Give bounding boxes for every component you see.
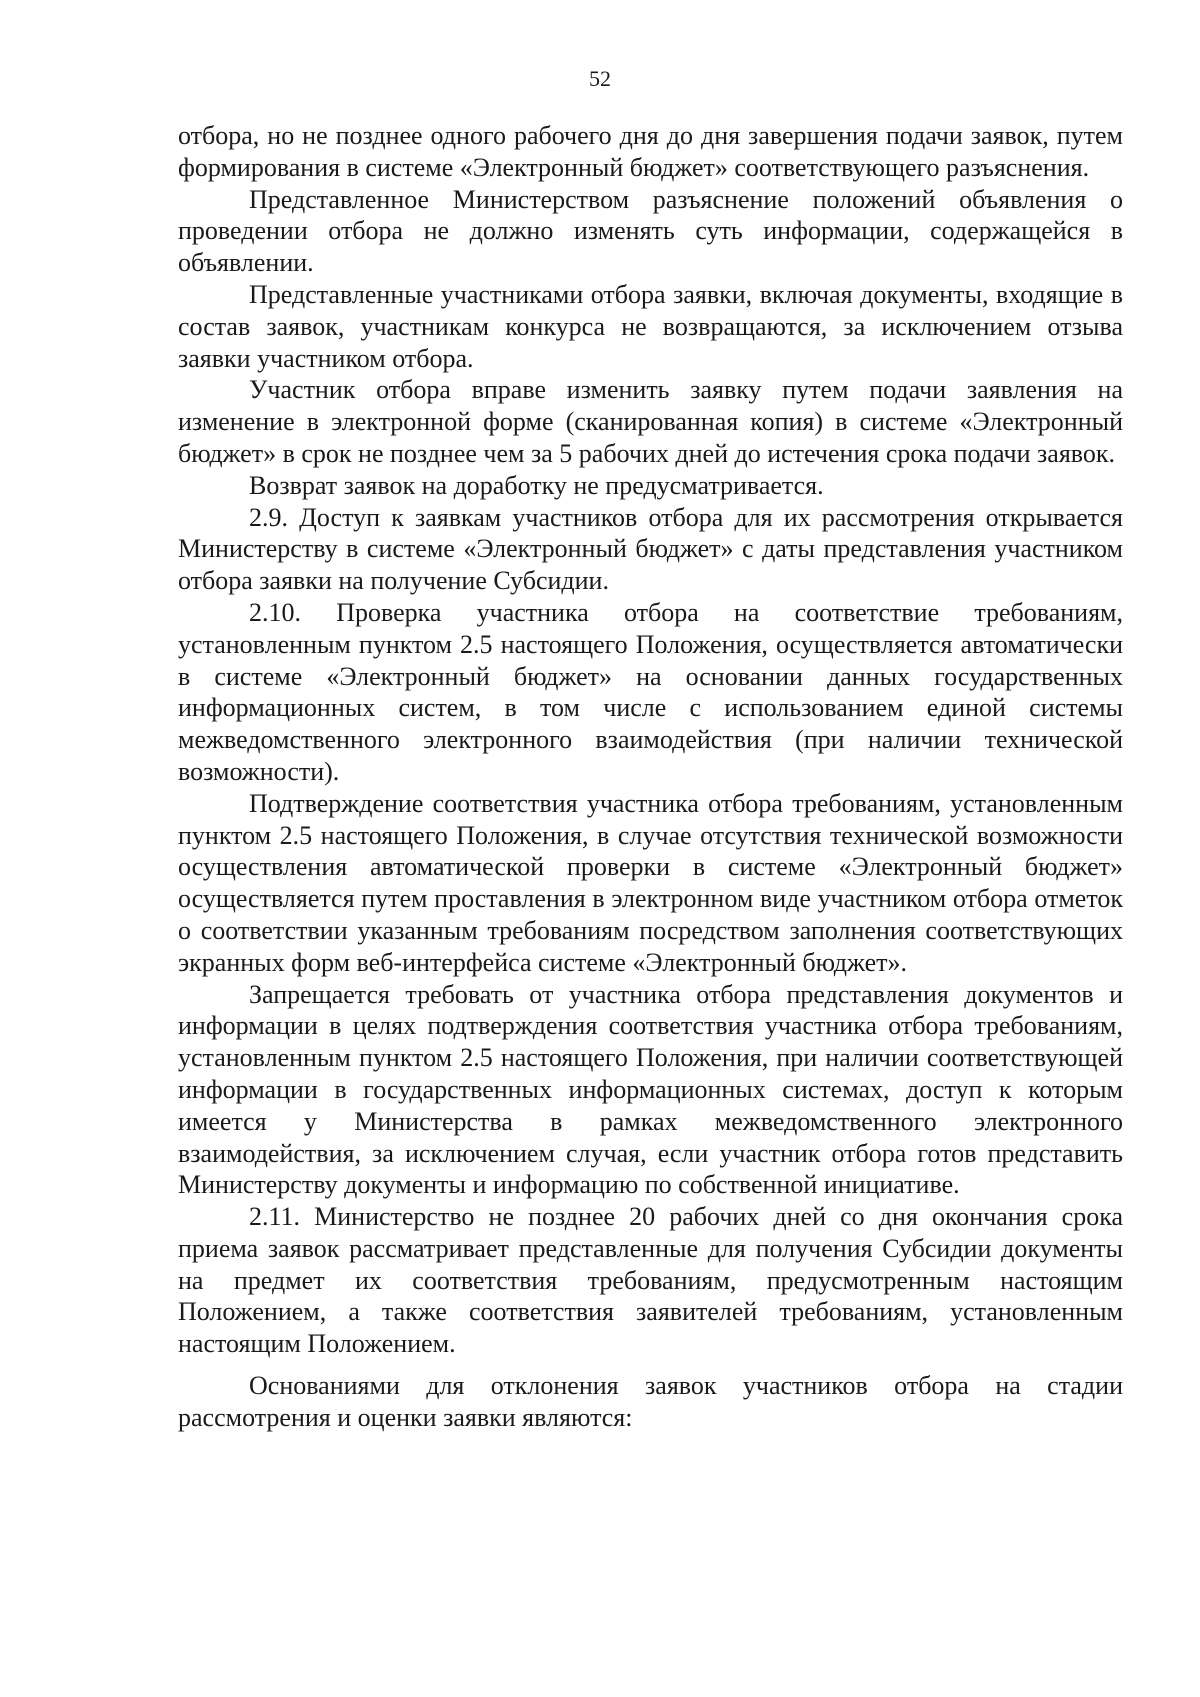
paragraph-2-9: 2.9. Доступ к заявкам участников отбора для их рассмотрения открывается Министерству в системе «Электронный бюджет» с даты представления участником отбора заявки на получение Субсидии. — [178, 502, 1123, 596]
paragraph-no-revision: Возврат заявок на доработку не предусматривается. — [249, 470, 824, 500]
paragraph-rejection-grounds: Основаниями для отклонения заявок участников отбора на стадии рассмотрения и оценки заявки являются: — [178, 1371, 1123, 1432]
paragraph-continuation: отбора, но не позднее одного рабочего дня до дня завершения подачи заявок, путем формирования в системе «Электронный бюджет» соответствующего разъяснения. — [178, 121, 1123, 182]
paragraph-prohibition: Запрещается требовать от участника отбора представления документов и информации в целях подтверждения соответствия участника отбора требованиям, установленным пунктом 2.5 настоящего Положения, при наличии соответствующей информации в государственных информационных системах, доступ к которым имеется у Министерства в рамках межведомственного электронного взаимодействия, за исключением случая, если участник отбора готов представить Министерству документы и информацию по собственной инициативе. — [178, 979, 1123, 1200]
paragraph-confirmation: Подтверждение соответствия участника отбора требованиям, установленным пунктом 2.5 настоящего Положения, в случае отсутствия технической возможности осуществления автоматической проверки в системе «Электронный бюджет» осуществляется путем проставления в электронном виде участником отбора отметок о соответствии указанным требованиям посредством заполнения соответствующих экранных форм веб-интерфейса системе «Электронный бюджет». — [178, 788, 1123, 977]
paragraph-2-11: 2.11. Министерство не позднее 20 рабочих дней со дня окончания срока приема заявок рассматривает представленные для получения Субсидии документы на предмет их соответствия требованиям, предусмотренным настоящим Положением, а также соответствия заявителей требованиям, установленным настоящим Положением. — [178, 1202, 1123, 1359]
page-number: 52 — [589, 66, 611, 91]
paragraph-clarification: Представленное Министерством разъяснение положений объявления о проведении отбора не должно изменять суть информации, содержащейся в объявлении. — [178, 184, 1123, 278]
paragraph-applications-not-returned: Представленные участниками отбора заявки, включая документы, входящие в состав заявок, участникам конкурса не возвращаются, за исключением отзыва заявки участником отбора. — [178, 279, 1123, 373]
document-body — [178, 120, 1123, 1434]
paragraph-application-change: Участник отбора вправе изменить заявку путем подачи заявления на изменение в электронной форме (сканированная копия) в системе «Электронный бюджет» в срок не позднее чем за 5 рабочих дней до истечения срока подачи заявок. — [178, 375, 1123, 468]
paragraph-2-10: 2.10. Проверка участника отбора на соответствие требованиям, установленным пунктом 2.5 настоящего Положения, осуществляется автоматически в системе «Электронный бюджет» на основании данных государственных информационных систем, в том числе с использованием единой системы межведомственного электронного взаимодействия (при наличии технической возможности). — [178, 597, 1123, 786]
